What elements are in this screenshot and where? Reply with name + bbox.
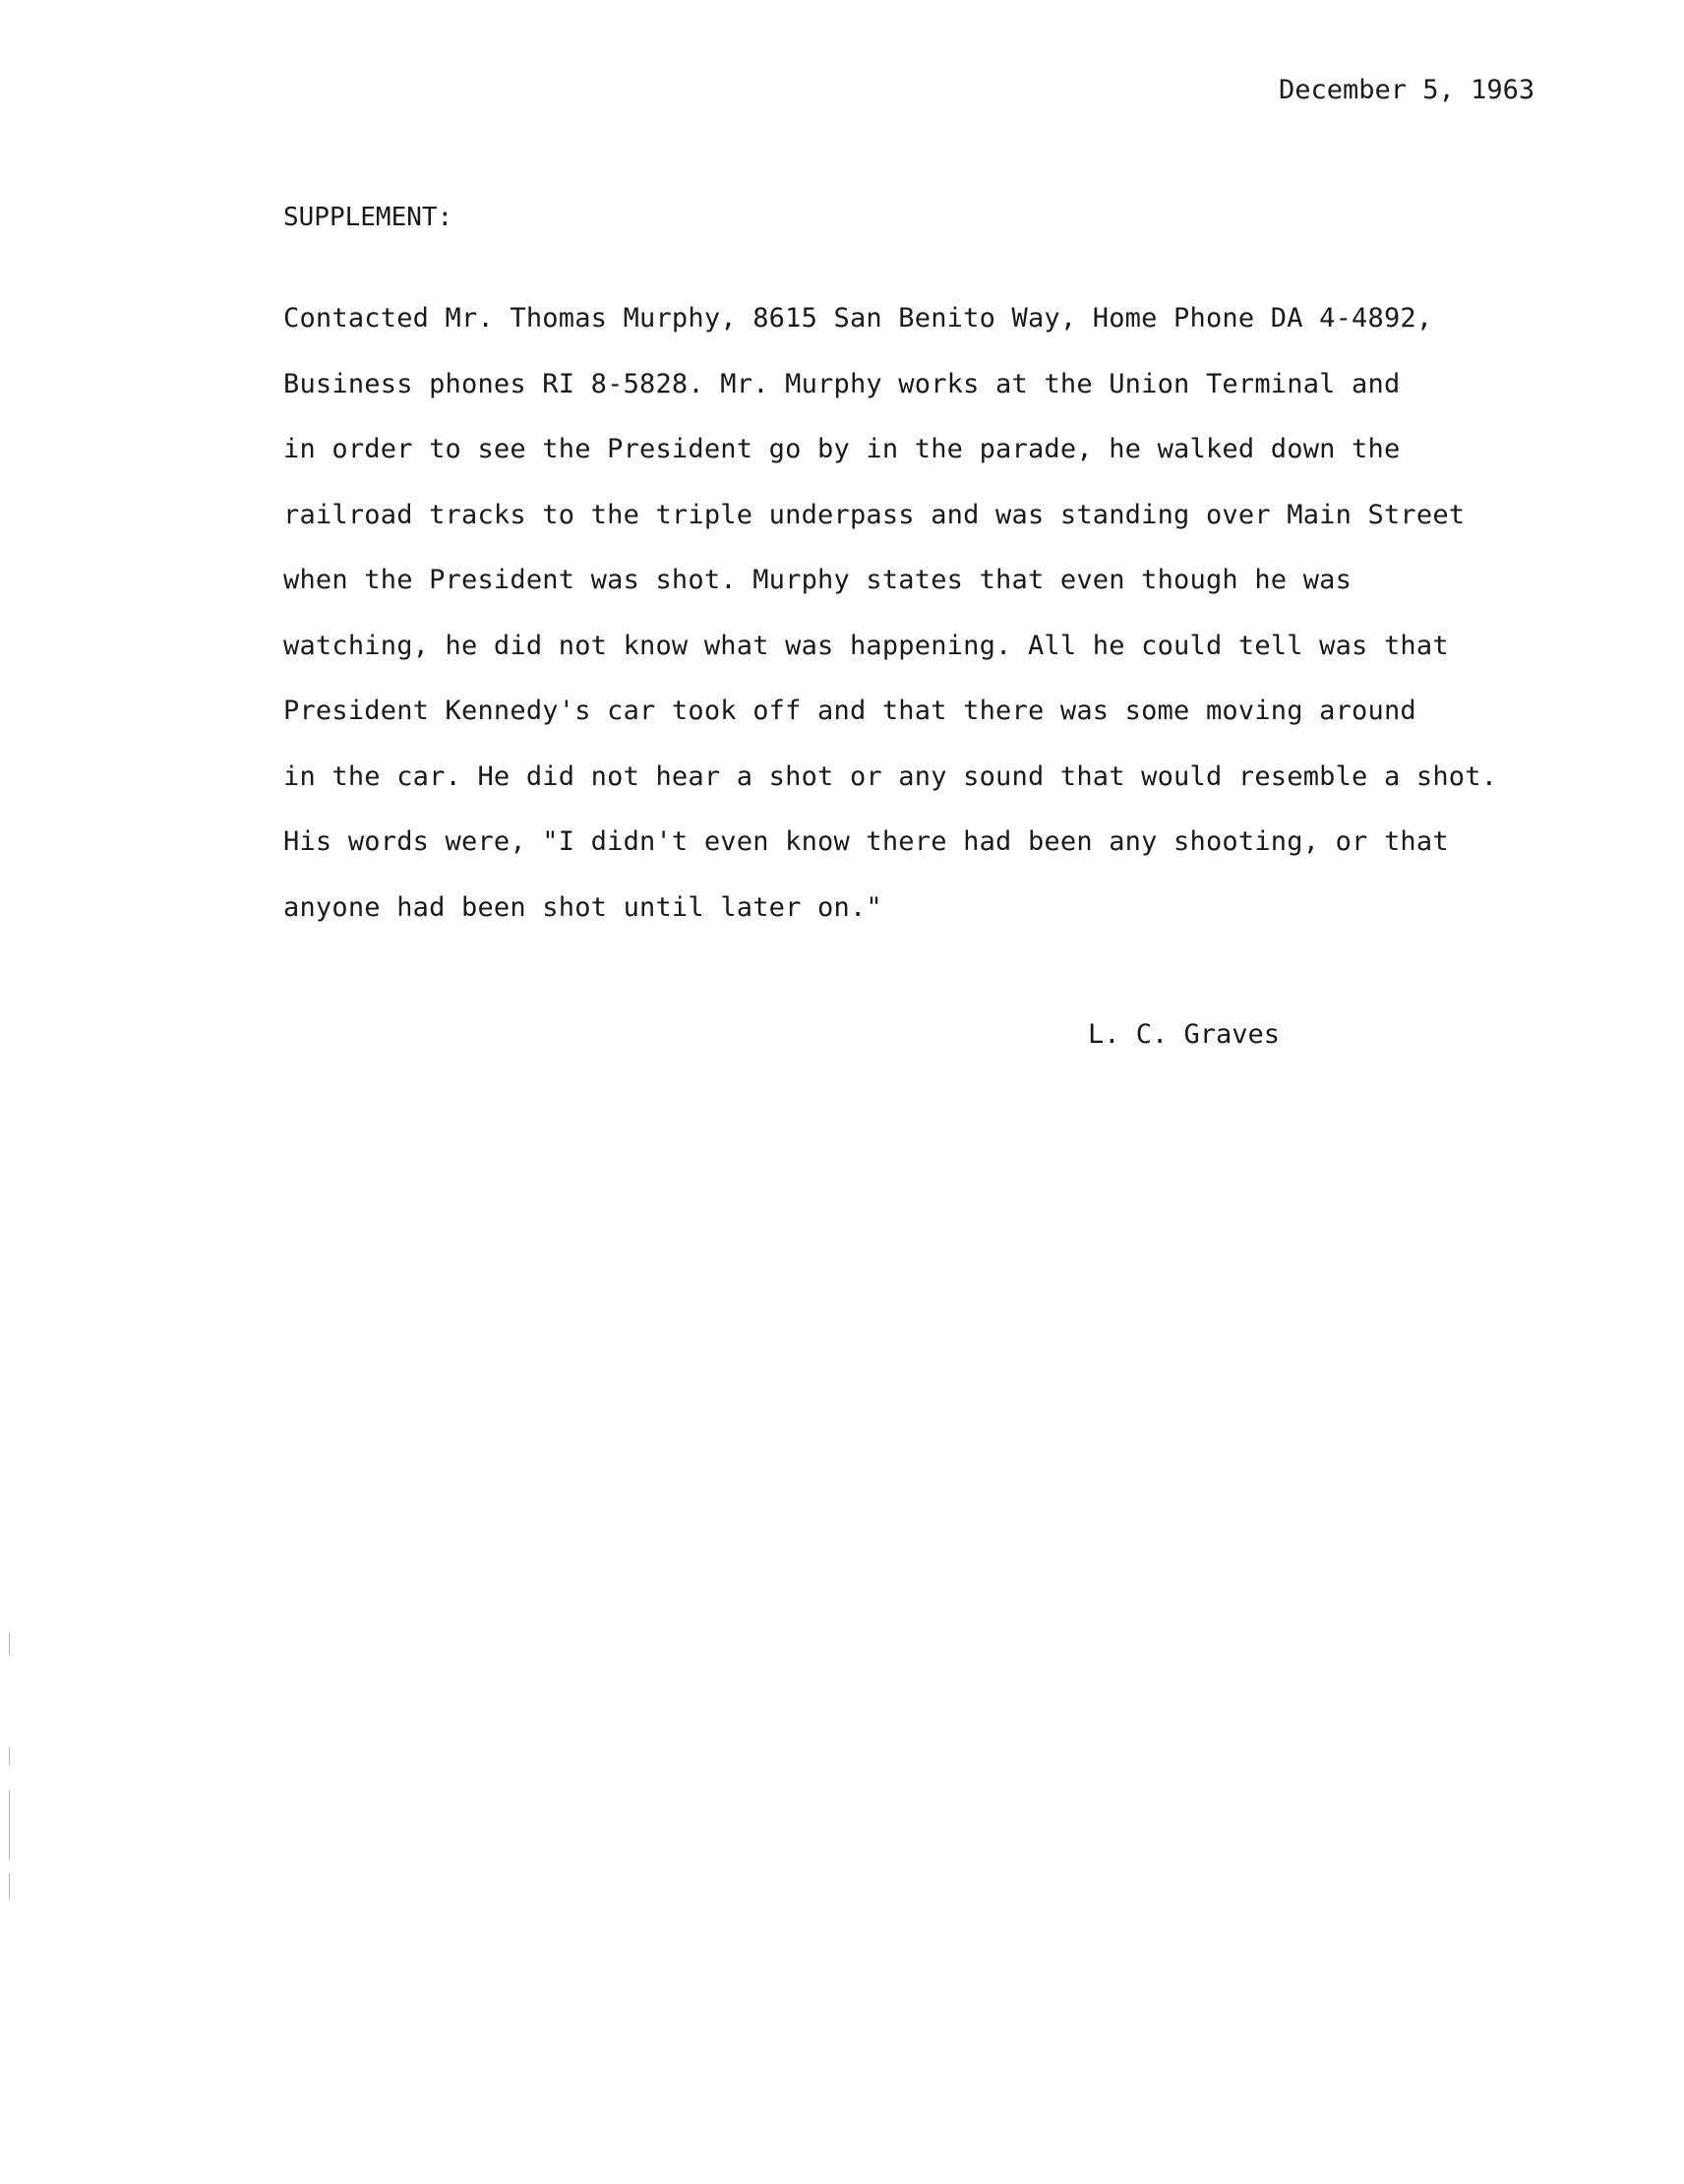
body-line: His words were, "I didn't even know there had been any shooting, or that [283,826,1449,857]
body-line: anyone had been shot until later on." [283,891,882,923]
signature: L. C. Graves [1088,1019,1281,1050]
body-line: President Kennedy's car took off and that there was some moving around [283,696,1416,726]
document-body [283,299,1562,953]
margin-mark [9,1873,10,1899]
body-line: Contacted Mr. Thomas Murphy, 8615 San Benito Way, Home Phone DA 4-4892, [283,303,1433,334]
document-heading: SUPPLEMENT: [283,203,453,232]
margin-mark [9,1747,10,1765]
body-line: when the President was shot. Murphy states that even though he was [283,565,1353,595]
document-date: December 5, 1963 [1279,75,1535,105]
body-line: watching, he did not know what was happening. All he could tell was that [283,630,1449,661]
body-line: in the car. He did not hear a shot or any sound that would resemble a shot. [283,760,1498,792]
body-line: in order to see the President go by in the parade, he walked down the [283,434,1401,464]
body-line: Business phones RI 8-5828. Mr. Murphy works at the Union Terminal and [283,368,1401,399]
margin-mark [9,1633,10,1655]
margin-mark [9,1790,10,1859]
body-line: railroad tracks to the triple underpass and was standing over Main Street [283,499,1466,530]
